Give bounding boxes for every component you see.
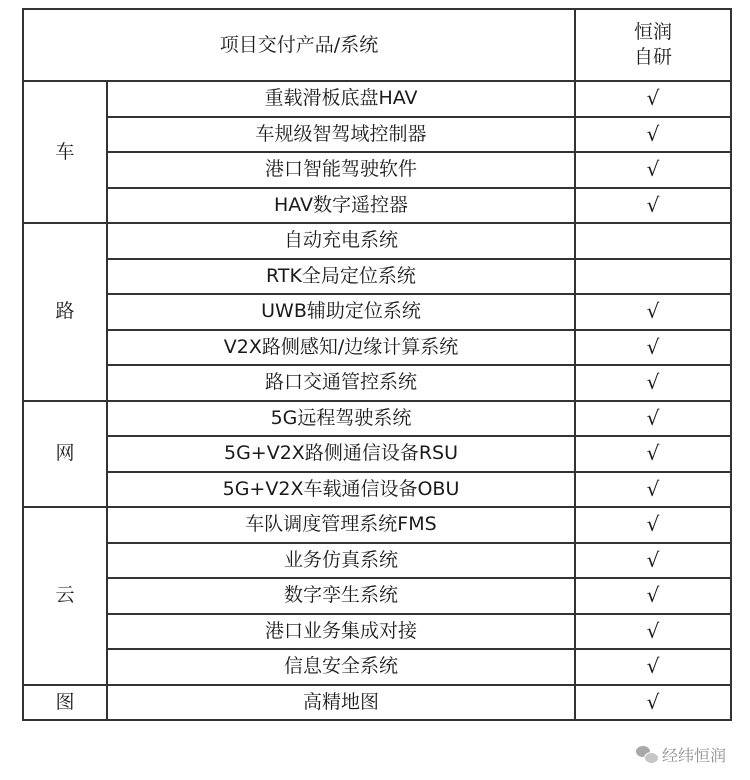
- category-cell: 网: [23, 401, 107, 508]
- product-name-cell: V2X路侧感知/边缘计算系统: [107, 330, 575, 366]
- table-row: [23, 578, 731, 614]
- self-developed-cell: [575, 401, 731, 437]
- product-name-cell: 信息安全系统: [107, 649, 575, 685]
- product-name-cell: 业务仿真系统: [107, 543, 575, 579]
- checkmark-icon: √: [646, 86, 660, 111]
- table-row: [23, 117, 731, 153]
- table-row: [23, 685, 731, 721]
- self-developed-cell: [575, 259, 731, 295]
- self-developed-cell: [575, 188, 731, 224]
- self-developed-cell: [575, 330, 731, 366]
- product-name-cell: 港口业务集成对接: [107, 614, 575, 650]
- checkmark-icon: √: [646, 299, 660, 324]
- table-row: [23, 472, 731, 508]
- table-row: [23, 649, 731, 685]
- self-developed-header-line2: 自研: [633, 46, 672, 68]
- product-name-cell: 5G+V2X车载通信设备OBU: [107, 472, 575, 508]
- checkmark-icon: √: [646, 370, 660, 395]
- product-table-container: [22, 8, 730, 721]
- product-column-header: 项目交付产品/系统: [23, 9, 575, 81]
- checkmark-icon: √: [646, 121, 660, 146]
- product-name-cell: 数字孪生系统: [107, 578, 575, 614]
- checkmark-icon: √: [646, 192, 660, 217]
- self-developed-cell: [575, 117, 731, 153]
- checkmark-icon: √: [646, 654, 660, 679]
- table-row: [23, 365, 731, 401]
- category-cell: 车: [23, 81, 107, 223]
- table-row: [23, 152, 731, 188]
- table-row: [23, 259, 731, 295]
- checkmark-icon: √: [646, 405, 660, 430]
- self-developed-cell: [575, 436, 731, 472]
- self-developed-cell: [575, 614, 731, 650]
- product-name-cell: UWB辅助定位系统: [107, 294, 575, 330]
- checkmark-icon: √: [646, 441, 660, 466]
- self-developed-header-line1: 恒润: [633, 21, 672, 44]
- table-row: [23, 436, 731, 472]
- self-developed-cell: [575, 81, 731, 117]
- table-header-row: [23, 9, 731, 81]
- self-developed-cell: [575, 472, 731, 508]
- checkmark-icon: √: [646, 157, 660, 182]
- checkmark-icon: √: [646, 547, 660, 572]
- table-row: [23, 507, 731, 543]
- table-row: [23, 223, 731, 259]
- product-name-cell: HAV数字遥控器: [107, 188, 575, 224]
- wechat-icon: [636, 746, 658, 764]
- table-row: [23, 330, 731, 366]
- table-row: [23, 294, 731, 330]
- product-name-cell: RTK全局定位系统: [107, 259, 575, 295]
- product-name-cell: 车队调度管理系统FMS: [107, 507, 575, 543]
- product-name-cell: 高精地图: [107, 685, 575, 721]
- product-name-cell: 重载滑板底盘HAV: [107, 81, 575, 117]
- product-name-cell: 5G远程驾驶系统: [107, 401, 575, 437]
- product-name-cell: 5G+V2X路侧通信设备RSU: [107, 436, 575, 472]
- self-developed-cell: [575, 223, 731, 259]
- category-cell: 路: [23, 223, 107, 401]
- watermark-text: 经纬恒润: [661, 746, 726, 765]
- self-developed-cell: [575, 507, 731, 543]
- checkmark-icon: √: [646, 476, 660, 501]
- product-name-cell: 车规级智驾域控制器: [107, 117, 575, 153]
- checkmark-icon: √: [646, 689, 660, 714]
- product-table: [22, 8, 732, 721]
- table-row: [23, 81, 731, 117]
- self-developed-cell: [575, 685, 731, 721]
- self-developed-cell: [575, 543, 731, 579]
- product-name-cell: 路口交通管控系统: [107, 365, 575, 401]
- table-row: [23, 188, 731, 224]
- checkmark-icon: √: [646, 512, 660, 537]
- self-developed-column-header: [575, 9, 731, 81]
- self-developed-cell: [575, 294, 731, 330]
- product-name-cell: 自动充电系统: [107, 223, 575, 259]
- table-row: [23, 543, 731, 579]
- self-developed-cell: [575, 152, 731, 188]
- self-developed-cell: [575, 365, 731, 401]
- checkmark-icon: √: [646, 583, 660, 608]
- checkmark-icon: √: [646, 618, 660, 643]
- table-row: [23, 401, 731, 437]
- self-developed-cell: [575, 578, 731, 614]
- self-developed-cell: [575, 649, 731, 685]
- table-row: [23, 614, 731, 650]
- category-cell: 图: [23, 685, 107, 721]
- checkmark-icon: √: [646, 334, 660, 359]
- table-body: [23, 81, 731, 720]
- category-cell: 云: [23, 507, 107, 685]
- product-name-cell: 港口智能驾驶软件: [107, 152, 575, 188]
- watermark: [636, 743, 726, 766]
